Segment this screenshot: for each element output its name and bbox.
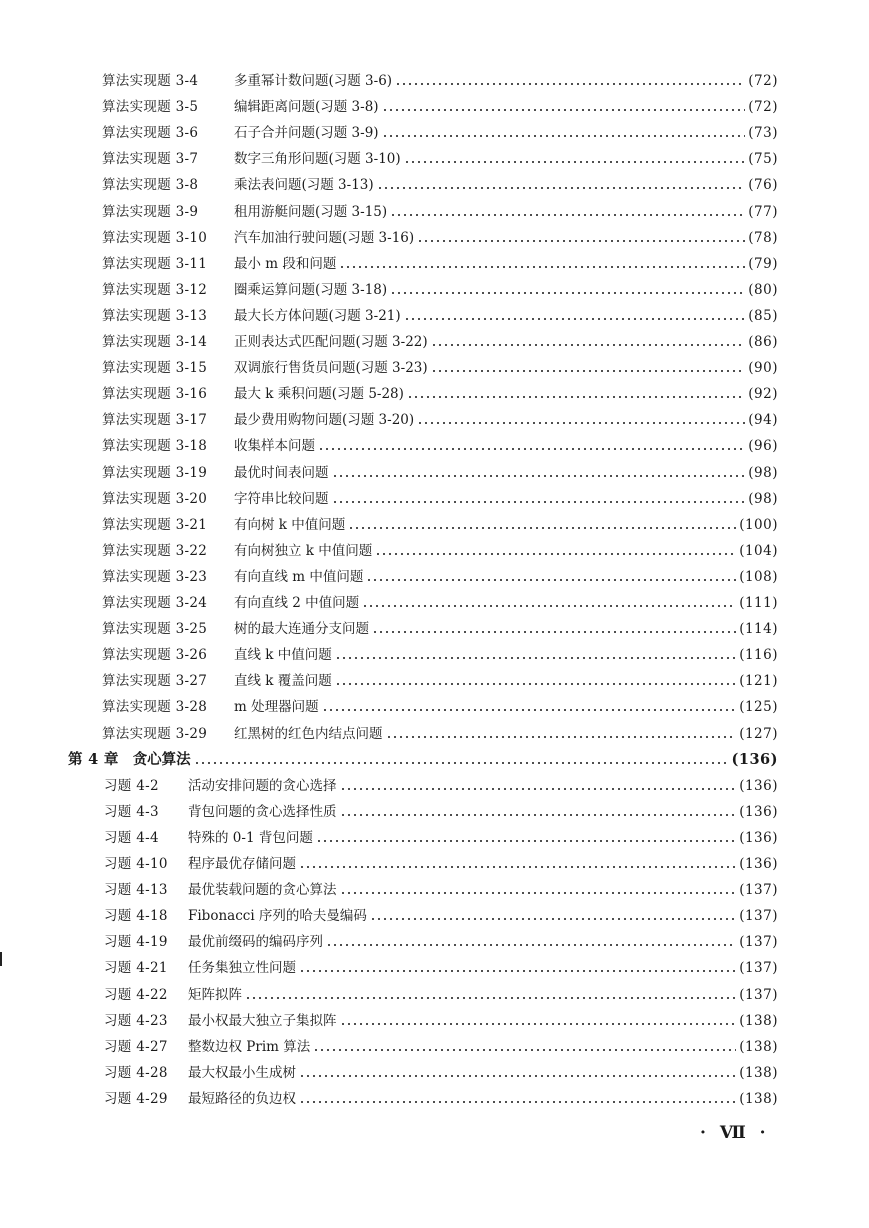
toc-entry	[102, 409, 778, 431]
entry-number: 算法实现题 3-26	[102, 647, 208, 664]
dot-leader	[431, 370, 746, 372]
entry-page-number: (94)	[748, 412, 778, 429]
dot-leader	[299, 866, 736, 868]
toc-entry	[104, 1010, 778, 1032]
entry-number: 算法实现题 3-16	[102, 386, 208, 403]
entry-title: 石子合并问题(习题 3-9)	[234, 125, 379, 142]
entry-page-number: (137)	[739, 908, 778, 925]
dot-leader	[407, 396, 745, 398]
dot-leader	[417, 240, 745, 242]
toc-entry	[102, 670, 778, 692]
entry-title: 树的最大连通分支问题	[234, 621, 369, 638]
toc-entry	[102, 488, 778, 510]
entry-number: 算法实现题 3-18	[102, 438, 208, 455]
entry-page-number: (136)	[731, 750, 778, 768]
entry-number: 算法实现题 3-15	[102, 360, 208, 377]
entry-title: 最短路径的负边权	[188, 1090, 296, 1107]
entry-title: 特殊的 0-1 背包问题	[188, 829, 313, 846]
toc-entry	[102, 383, 778, 405]
entry-page-number: (137)	[739, 986, 778, 1003]
scan-edge-mark	[0, 952, 2, 966]
entry-page-number: (136)	[739, 829, 778, 846]
entry-title: 最大 k 乘积问题(习题 5-28)	[234, 386, 404, 403]
entry-page-number: (137)	[739, 934, 778, 951]
entry-page-number: (96)	[748, 438, 778, 455]
toc-entry	[104, 827, 778, 849]
entry-number: 算法实现题 3-11	[102, 255, 208, 272]
entry-number: 算法实现题 3-29	[102, 725, 208, 742]
toc-entry	[104, 853, 778, 875]
entry-title: 多重幂计数问题(习题 3-6)	[234, 73, 393, 89]
dot-leader	[390, 214, 745, 216]
toc-entry	[102, 305, 778, 327]
entry-page-number: (77)	[748, 203, 778, 220]
toc-entry	[102, 279, 778, 301]
entry-title: 乘法表问题(习题 3-13)	[234, 177, 374, 194]
toc-entry	[102, 70, 778, 92]
entry-page-number: (86)	[748, 334, 778, 350]
entry-title: 圈乘运算问题(习题 3-18)	[234, 281, 388, 298]
dot-leader	[404, 318, 746, 320]
entry-number: 习题 4-4	[104, 829, 159, 846]
dot-leader	[390, 292, 745, 294]
dot-leader	[194, 762, 729, 764]
toc-entry	[102, 331, 778, 353]
entry-page-number: (138)	[739, 1038, 778, 1055]
entry-title: 最优时间表问题	[234, 464, 329, 481]
entry-page-number: (137)	[739, 960, 778, 977]
dot-leader	[366, 579, 736, 581]
dot-leader	[299, 1101, 736, 1103]
entry-page-number: (136)	[739, 803, 778, 820]
entry-title: 最大长方体问题(习题 3-21)	[234, 307, 401, 324]
toc-entry	[104, 1088, 778, 1110]
entry-title: 字符串比较问题	[234, 490, 329, 507]
toc-entry	[102, 566, 778, 588]
dot-leader	[340, 1023, 737, 1025]
dot-leader	[340, 788, 737, 790]
entry-page-number: (75)	[748, 151, 778, 168]
entry-title: 最小权最大独立子集拟阵	[188, 1012, 337, 1029]
entry-number: 第 4 章	[68, 750, 119, 768]
entry-page-number: (100)	[739, 516, 778, 533]
toc-entry	[102, 201, 778, 223]
dot-leader	[395, 83, 745, 85]
entry-title: 直线 k 覆盖问题	[234, 673, 332, 690]
dot-leader	[340, 892, 737, 894]
dot-leader	[370, 918, 736, 920]
entry-page-number: (114)	[739, 621, 778, 638]
entry-title: 程序最优存储问题	[188, 856, 296, 872]
toc-entry	[102, 227, 778, 249]
dot-leader	[382, 135, 746, 137]
entry-title: 双调旅行售货员问题(习题 3-23)	[234, 360, 428, 377]
entry-page-number: (72)	[748, 99, 778, 116]
entry-number: 习题 4-2	[104, 777, 159, 794]
entry-page-number: (138)	[739, 1090, 778, 1107]
dot-leader	[316, 840, 736, 842]
entry-number: 算法实现题 3-22	[102, 542, 208, 559]
dot-leader	[375, 553, 736, 555]
entry-page-number: (138)	[739, 1012, 778, 1029]
toc-entry	[102, 696, 778, 718]
dot-leader	[386, 736, 737, 738]
dot-leader	[326, 944, 736, 946]
entry-number: 算法实现题 3-5	[102, 99, 199, 116]
entry-title: 最优前缀码的编码序列	[188, 934, 323, 951]
dot-leader	[382, 109, 746, 111]
entry-title: 直线 k 中值问题	[234, 647, 332, 664]
entry-number: 习题 4-18	[104, 908, 168, 925]
entry-page-number: (78)	[748, 229, 778, 246]
entry-page-number: (137)	[739, 882, 778, 899]
entry-number: 算法实现题 3-24	[102, 595, 208, 611]
entry-title: 最小 m 段和问题	[234, 255, 337, 272]
dot-leader	[322, 709, 737, 711]
entry-title: 正则表达式匹配问题(习题 3-22)	[234, 334, 428, 350]
entry-number: 习题 4-10	[104, 856, 168, 872]
entry-page-number: (98)	[748, 464, 778, 481]
toc-entry	[102, 435, 778, 457]
entry-title: 红黑树的红色内结点问题	[234, 725, 383, 742]
entry-number: 算法实现题 3-21	[102, 516, 208, 533]
dot-leader	[332, 475, 746, 477]
toc-entry	[102, 644, 778, 666]
dot-leader	[335, 683, 736, 685]
entry-number: 算法实现题 3-7	[102, 151, 199, 168]
toc-entry	[104, 905, 778, 927]
entry-title: 租用游艇问题(习题 3-15)	[234, 203, 388, 220]
entry-number: 习题 4-28	[104, 1064, 168, 1081]
entry-page-number: (136)	[739, 777, 778, 794]
entry-title: 最少费用购物问题(习题 3-20)	[234, 412, 415, 429]
entry-number: 习题 4-21	[104, 960, 168, 977]
entry-number: 习题 4-27	[104, 1038, 168, 1055]
entry-title: 数字三角形问题(习题 3-10)	[234, 151, 401, 168]
entry-page-number: (72)	[748, 73, 778, 89]
entry-number: 算法实现题 3-17	[102, 412, 208, 429]
entry-page-number: (98)	[748, 490, 778, 507]
toc-entry	[102, 618, 778, 640]
dot-leader	[377, 187, 746, 189]
entry-number: 算法实现题 3-13	[102, 307, 208, 324]
toc-entry	[102, 540, 778, 562]
dot-leader	[299, 1075, 736, 1077]
toc-chapter-heading	[68, 749, 778, 771]
toc-entry	[104, 984, 778, 1006]
entry-page-number: (80)	[748, 281, 778, 298]
entry-title: Fibonacci 序列的哈夫曼编码	[188, 908, 367, 925]
entry-title: 任务集独立性问题	[188, 960, 296, 977]
dot-leader	[339, 266, 745, 268]
toc-entry	[104, 801, 778, 823]
dot-leader	[340, 814, 737, 816]
entry-number: 算法实现题 3-4	[102, 73, 199, 89]
dot-leader	[348, 527, 736, 529]
entry-title: 整数边权 Prim 算法	[188, 1038, 311, 1055]
entry-number: 算法实现题 3-23	[102, 568, 208, 585]
entry-title: 编辑距离问题(习题 3-8)	[234, 99, 379, 116]
entry-title: 活动安排问题的贪心选择	[188, 777, 337, 794]
entry-title: 最大权最小生成树	[188, 1064, 296, 1081]
toc-entry	[102, 148, 778, 170]
dot-leader	[332, 501, 746, 503]
entry-number: 算法实现题 3-8	[102, 177, 199, 194]
entry-page-number: (121)	[739, 673, 778, 690]
toc-entry	[102, 592, 778, 614]
dot-leader	[335, 657, 736, 659]
entry-page-number: (111)	[739, 595, 778, 611]
entry-number: 算法实现题 3-25	[102, 621, 208, 638]
entry-title: 有向直线 2 中值问题	[234, 595, 360, 611]
toc-entry	[102, 462, 778, 484]
entry-page-number: (73)	[748, 125, 778, 142]
entry-page-number: (138)	[739, 1064, 778, 1081]
dot-leader	[362, 605, 736, 607]
toc-entry	[104, 957, 778, 979]
entry-number: 算法实现题 3-10	[102, 229, 208, 246]
entry-number: 算法实现题 3-20	[102, 490, 208, 507]
entry-page-number: (136)	[739, 856, 778, 872]
entry-number: 算法实现题 3-19	[102, 464, 208, 481]
entry-number: 算法实现题 3-27	[102, 673, 208, 690]
entry-title: 矩阵拟阵	[188, 986, 242, 1003]
entry-page-number: (127)	[739, 725, 778, 742]
entry-number: 习题 4-13	[104, 882, 168, 899]
entry-title: 有向直线 m 中值问题	[234, 568, 364, 585]
entry-page-number: (92)	[748, 386, 778, 403]
entry-title: 贪心算法	[132, 750, 191, 768]
toc-entry	[102, 174, 778, 196]
dot-leader	[404, 161, 746, 163]
dot-leader	[299, 970, 736, 972]
entry-page-number: (79)	[748, 255, 778, 272]
entry-title: 收集样本问题	[234, 438, 315, 455]
entry-title: 汽车加油行驶问题(习题 3-16)	[234, 229, 415, 246]
entry-number: 习题 4-22	[104, 986, 168, 1003]
toc-entry	[104, 931, 778, 953]
dot-leader	[318, 448, 745, 450]
entry-title: 有向树独立 k 中值问题	[234, 542, 373, 559]
entry-page-number: (76)	[748, 177, 778, 194]
dot-leader	[372, 631, 736, 633]
entry-number: 算法实现题 3-12	[102, 281, 208, 298]
toc-entry	[104, 1062, 778, 1084]
entry-number: 习题 4-3	[104, 803, 159, 820]
entry-page-number: (85)	[748, 307, 778, 324]
entry-page-number: (108)	[739, 568, 778, 585]
entry-number: 算法实现题 3-28	[102, 699, 208, 716]
toc-entry	[102, 514, 778, 536]
dot-leader	[313, 1049, 736, 1051]
toc-entry	[104, 775, 778, 797]
entry-number: 算法实现题 3-6	[102, 125, 199, 142]
entry-title: m 处理器问题	[234, 699, 319, 716]
dot-leader	[245, 997, 736, 999]
toc-entry	[102, 357, 778, 379]
entry-number: 习题 4-29	[104, 1090, 168, 1107]
entry-page-number: (116)	[739, 647, 778, 664]
toc-entry	[104, 1036, 778, 1058]
toc-entry	[102, 122, 778, 144]
entry-page-number: (90)	[748, 360, 778, 377]
toc-entry	[102, 96, 778, 118]
toc-entry	[102, 253, 778, 275]
entry-page-number: (125)	[739, 699, 778, 716]
entry-page-number: (104)	[739, 542, 778, 559]
dot-leader	[431, 344, 746, 346]
entry-number: 习题 4-23	[104, 1012, 168, 1029]
toc-entry	[104, 879, 778, 901]
toc-entry	[102, 723, 778, 745]
dot-leader	[417, 422, 745, 424]
entry-number: 算法实现题 3-14	[102, 334, 208, 350]
page-number: · Ⅶ ·	[700, 1123, 770, 1143]
entry-number: 习题 4-19	[104, 934, 168, 951]
entry-title: 有向树 k 中值问题	[234, 516, 346, 533]
entry-number: 算法实现题 3-9	[102, 203, 199, 220]
entry-title: 最优装载问题的贪心算法	[188, 882, 337, 899]
entry-title: 背包问题的贪心选择性质	[188, 803, 337, 820]
